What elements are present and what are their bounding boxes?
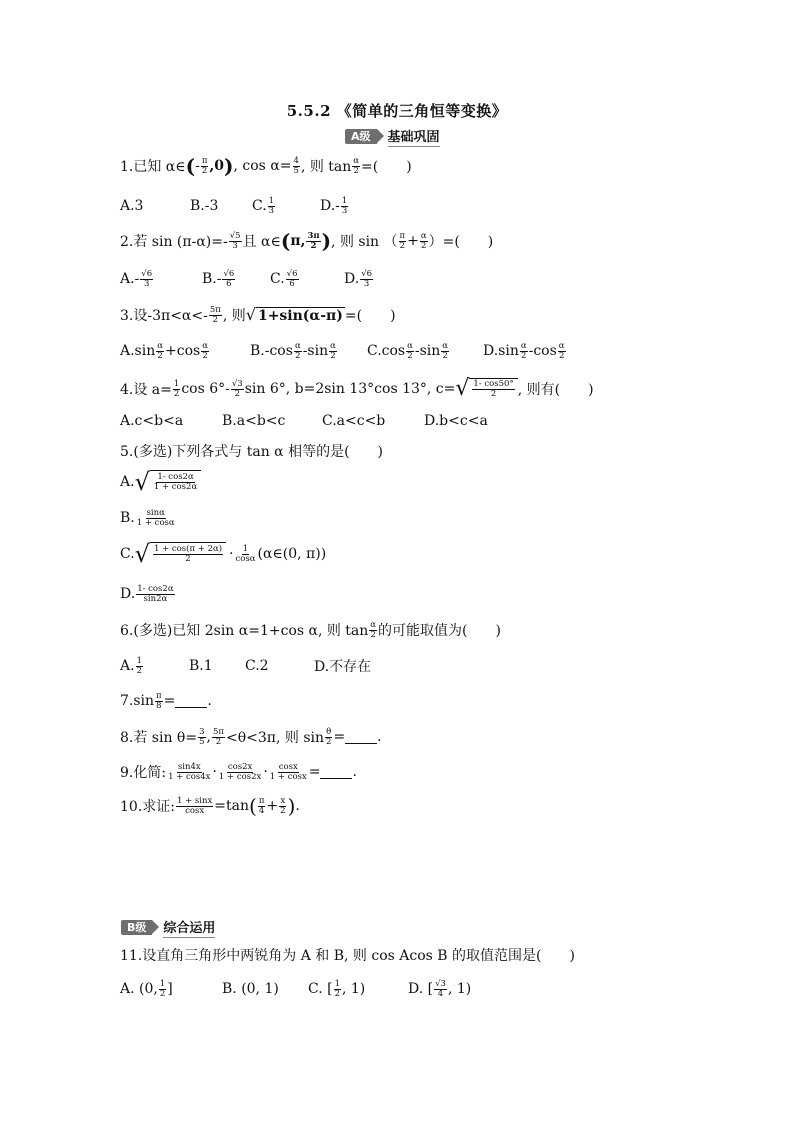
q9-dot-2: · [263,764,268,780]
q2-text-b: 且 α∈ [242,234,281,250]
question-1 [120,156,412,176]
q4-option-b[interactable]: B.a<b<c [222,413,286,429]
q3-text-c: =( ) [344,308,396,324]
q7-text-a: 7.sin [120,693,155,710]
q3-text-b: , 则 [222,308,246,324]
q11-option-c[interactable]: C. [ $\frac{1}{2}$ , 1) [308,979,366,999]
q10-plus: + [266,798,279,814]
q4-option-a[interactable]: A.c<b<a [120,413,184,429]
q6-frac-alpha2: $\frac{\alpha}{2}$ [370,619,377,640]
q1-lparen: ( [185,154,196,178]
q11-option-d[interactable]: D. [ $\frac{√3}{4}$ , 1) [408,979,472,999]
question-6-options [120,656,371,676]
q10-frac-x2: $\frac{x}{2}$ [280,795,286,816]
question-3 [120,305,396,325]
section-b-tag: B级 [121,920,152,935]
q8-frac-35: $\frac{3}{5}$ [199,726,205,747]
q9-text-b: = [308,764,321,780]
q1-frac-cos: $\frac{4}{5}$ [293,155,299,176]
q2-pi: π, [290,233,306,249]
q2-option-d[interactable]: D. $\frac{√6}{3}$ [344,269,373,289]
section-a-title: 基础巩固 [388,126,440,147]
q1-option-b[interactable]: B.-3 [190,198,219,215]
q3-text-a: 3.设-3π<α<- [120,308,208,324]
q4-frac-half: $\frac{1}{2}$ [173,378,180,399]
section-b-header [121,919,215,935]
q10-lparen: ( [249,794,257,818]
question-2 [120,231,493,251]
q1-text-a: 1.已知 α∈ [120,159,186,175]
q9-frac-2: $\frac{\cos 2x}{1 + \cos 2x}$ [218,761,262,782]
q5-option-c[interactable]: C. √ $\frac{1 + \cos(\pi + 2\alpha)}{2}$ · $\frac{1}{\cos\alpha}$ (α∈(0, π)) [120,540,327,568]
question-2-options [120,270,374,289]
q11-option-b[interactable]: B. (0, 1) [222,981,279,998]
q6-text-a: 6.(多选)已知 2sin α=1+cos α, 则 tan [120,623,369,639]
q4-text-c: sin 6°, b=2sin 13°cos 13°, c= [244,381,456,397]
question-11-options [120,980,471,999]
q1-text-d: =( ) [361,159,412,175]
q2-option-c[interactable]: C. $\frac{√6}{6}$ [270,269,298,289]
q8-answer-blank[interactable] [345,731,377,744]
q3-option-c[interactable]: C.cos $\frac{\alpha}{2}$ -sin $\frac{\alpha}{2}$ [367,341,449,361]
q1-option-a[interactable]: A.3 [120,198,144,215]
q2-frac-alpha2: $\frac{\alpha}{2}$ [420,230,427,251]
q10-period: . [295,798,300,814]
q2-frac-sqrt5: $\frac{√5}{3}$ [229,230,241,251]
q3-frac-5pi2: $\frac{5\pi}{2}$ [209,304,221,325]
q7-period: . [207,693,212,710]
q7-text-b: = [163,693,176,710]
section-b-title: 综合运用 [163,917,215,938]
q8-text-b: <θ<3π, 则 sin [225,730,325,746]
q1-rparen: ) [224,154,234,178]
question-8 [120,727,382,747]
q1-text-b: , cos α= [233,158,292,174]
q2-plus: + [407,233,419,249]
q6-text-b: 的可能取值为( ) [378,623,501,639]
q2-frac-pi2: $\frac{\pi}{2}$ [399,230,406,251]
q4-text-d: , 则有( ) [517,382,594,398]
question-10 [120,796,300,816]
q8-frac-5pi2: $\frac{5\pi}{2}$ [212,726,224,747]
q4-sqrt: √ $\frac{1- \cos 50^\circ}{2}$ [455,378,517,400]
q7-answer-blank[interactable] [175,695,207,708]
q1-frac-alpha: $\frac{\alpha}{2}$ [353,155,360,176]
q9-answer-blank[interactable] [320,766,352,779]
q3-option-b[interactable]: B.-cos $\frac{\alpha}{2}$ -sin $\frac{\alpha}{2}$ [250,341,336,361]
q8-text-c: = [333,729,346,745]
q2-text-c: , 则 sin （ [331,234,398,250]
section-a-header [345,128,440,144]
q1-frac-pi2: $\frac{\pi}{2}$ [201,155,208,176]
q4-text-a: 4.设 a= [120,382,172,398]
q11-option-a[interactable]: A. (0, $\frac{1}{2}$ ] [120,979,173,999]
q2-text-a: 2.若 sin (π-α)=- [120,234,228,250]
q8-frac-theta2: $\frac{\theta}{2}$ [326,726,332,747]
q1-zero: ,0 [209,158,225,174]
question-7 [120,692,212,711]
q5-option-d[interactable]: D. $\frac{1- \cos 2\alpha}{\sin 2\alpha}$ [120,584,174,604]
q1-neg: - [195,158,200,174]
q8-text-a: 8.若 sin θ= [120,730,198,746]
q2-option-b[interactable]: B.- $\frac{√6}{6}$ [202,269,235,289]
q9-period: . [352,764,357,780]
q6-option-c[interactable]: C.2 [245,658,269,674]
q10-text-b: =tan [214,798,250,814]
q2-frac-3pi2: $\frac{3\pi}{2}$ [307,230,320,251]
q10-frac-lhs: $\frac{1 + \sin x}{\cos x}$ [176,795,213,816]
question-5: 5.(多选)下列各式与 tan α 相等的是( ) [120,444,383,460]
q4-frac-sqrt3: $\frac{√3}{2}$ [231,378,243,399]
q4-option-c[interactable]: C.a<c<b [322,413,386,429]
question-6 [120,620,501,640]
q10-text-a: 10.求证: [120,799,175,815]
q6-option-a[interactable]: A. $\frac{1}{2}$ [120,655,142,676]
q7-frac-pi8: $\frac{\pi}{8}$ [156,691,162,711]
page-title: 5.5.2 《简单的三角恒等变换》 [286,102,508,120]
q10-rparen: ) [287,794,296,818]
q1-text-c: , 则 tan [300,159,352,175]
q6-option-b[interactable]: B.1 [189,658,213,674]
q1-option-c[interactable]: C. $\frac{1}{3}$ [252,196,275,216]
question-3-options [120,342,567,361]
section-a-tag: A级 [345,129,377,144]
question-1-options [120,197,349,216]
q9-text-a: 9.化简: [120,765,167,781]
q3-option-d[interactable]: D.sin $\frac{\alpha}{2}$ -cos $\frac{\alpha}{2}$ [483,341,565,361]
q4-option-d[interactable]: D.b<c<a [424,413,488,429]
q6-option-d[interactable]: D.不存在 [314,659,372,675]
question-4 [120,378,594,400]
q2-text-d: ）=( ) [428,234,494,250]
q10-frac-pi4: $\frac{\pi}{4}$ [258,795,265,816]
q2-option-a[interactable]: A.- $\frac{√6}{3}$ [120,269,153,289]
q3-option-a[interactable]: A.sin $\frac{\alpha}{2}$ +cos $\frac{\alpha}{2}$ [120,341,208,361]
q8-comma: , [206,729,211,745]
q1-option-d[interactable]: D.- $\frac{1}{3}$ [320,196,348,216]
question-4-options [120,413,488,429]
q9-dot-1: · [212,764,217,780]
q2-lparen: ( [280,229,291,253]
q9-frac-1: $\frac{\sin 4x}{1 + \cos 4x}$ [168,761,211,782]
q4-text-b: cos 6°- [181,381,230,397]
question-9 [120,762,357,782]
q3-sqrt: √ 1+sin(α-π) [245,304,343,324]
q8-period: . [377,729,382,745]
q9-frac-3: $\frac{\cos x}{1 + \cos x}$ [269,761,307,782]
q5-option-a[interactable]: A. √ $\frac{1- \cos 2\alpha}{1 + \cos 2\alpha}$ [120,470,201,494]
q2-rparen: ) [321,229,332,253]
question-11: 11.设直角三角形中两锐角为 A 和 B, 则 cos Acos B 的取值范围是( ) [120,948,575,964]
q5-option-b[interactable]: B. $\frac{\sin\alpha}{1 + \cos\alpha}$ [120,508,175,528]
